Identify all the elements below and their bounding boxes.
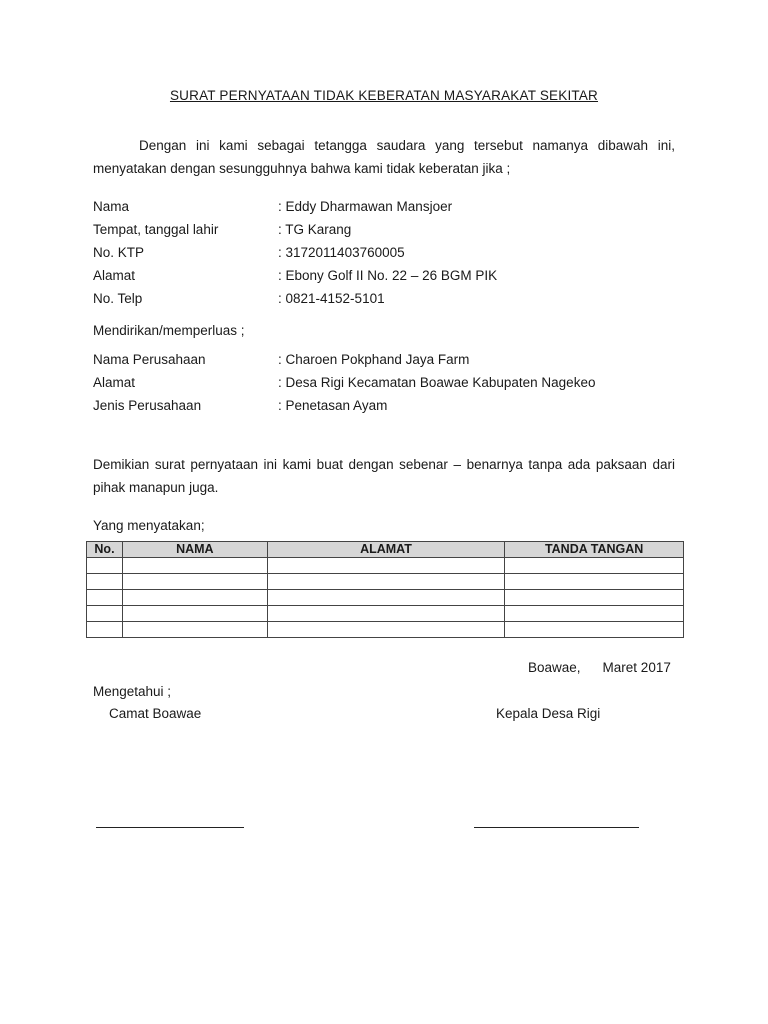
person-row-phone (93, 287, 683, 310)
field-label: No. Telp (93, 291, 143, 306)
person-row-address (93, 264, 683, 287)
intro-text: Dengan ini kami sebagai tetangga saudara yang tersebut namanya dibawah ini, menyatakan dengan sesungguhnya bahwa kami tidak keberatan jika ; (93, 138, 675, 176)
field-value: : Charoen Pokphand Jaya Farm (278, 352, 470, 367)
table-cell (122, 590, 267, 606)
field-value: : Desa Rigi Kecamatan Boawae Kabupaten Nagekeo (278, 375, 596, 390)
table-row (87, 622, 684, 638)
table-cell (87, 622, 123, 638)
table-cell (87, 574, 123, 590)
acknowledged-label: Mengetahui ; (93, 684, 172, 699)
date-text: Maret 2017 (602, 660, 671, 675)
person-row-birth (93, 218, 683, 241)
table-cell (122, 574, 267, 590)
field-value: : 3172011403760005 (278, 245, 405, 260)
table-cell (505, 574, 684, 590)
table-cell (267, 590, 505, 606)
field-label: Jenis Perusahaan (93, 398, 202, 413)
table-cell (122, 558, 267, 574)
table-cell (267, 606, 505, 622)
table-cell (87, 606, 123, 622)
header-alamat: ALAMAT (267, 542, 505, 558)
signer-right-title: Kepala Desa Rigi (496, 706, 601, 721)
company-row-type (93, 394, 683, 417)
field-value: : Eddy Dharmawan Mansjoer (278, 199, 453, 214)
signature-table (86, 541, 684, 638)
table-cell (267, 574, 505, 590)
closing-paragraph: Demikian surat pernyataan ini kami buat dengan sebenar – benarnya tanpa ada paksaan dari pihak manapun juga. (93, 457, 675, 495)
field-label: Alamat (93, 375, 136, 390)
table-cell (505, 622, 684, 638)
table-cell (505, 590, 684, 606)
table-cell (122, 622, 267, 638)
field-label: No. KTP (93, 245, 145, 260)
company-row-name (93, 348, 683, 371)
field-value: : 0821-4152-5101 (278, 291, 385, 306)
signature-line-right (474, 827, 639, 828)
header-nama: NAMA (122, 542, 267, 558)
field-label: Alamat (93, 268, 136, 283)
table-row (87, 558, 684, 574)
purpose-text: Mendirikan/memperluas ; (93, 323, 245, 338)
table-cell (87, 590, 123, 606)
header-no: No. (87, 542, 123, 558)
header-tanda-tangan: TANDA TANGAN (505, 542, 684, 558)
table-header-row (87, 542, 684, 558)
table-cell (87, 558, 123, 574)
intro-paragraph (93, 134, 675, 180)
table-row (87, 574, 684, 590)
person-row-name (93, 195, 683, 218)
field-value: : Ebony Golf II No. 22 – 26 BGM PIK (278, 268, 498, 283)
company-row-address (93, 371, 683, 394)
declarant-label: Yang menyatakan; (93, 518, 205, 533)
signature-line-left (96, 827, 244, 828)
field-label: Nama (93, 199, 130, 214)
table-cell (267, 558, 505, 574)
signer-left-title: Camat Boawae (109, 706, 202, 721)
field-label: Tempat, tanggal lahir (93, 222, 219, 237)
table-cell (122, 606, 267, 622)
place-date (528, 660, 671, 675)
person-details (93, 195, 683, 310)
place-text: Boawae, (528, 660, 581, 675)
table-cell (267, 622, 505, 638)
table-row (87, 606, 684, 622)
table-cell (505, 606, 684, 622)
table-row (87, 590, 684, 606)
field-label: Nama Perusahaan (93, 352, 206, 367)
person-row-ktp (93, 241, 683, 264)
field-value: : Penetasan Ayam (278, 398, 388, 413)
document-title: SURAT PERNYATAAN TIDAK KEBERATAN MASYARAKAT SEKITAR (169, 88, 599, 103)
field-value: : TG Karang (278, 222, 352, 237)
table-cell (505, 558, 684, 574)
company-details (93, 348, 683, 417)
